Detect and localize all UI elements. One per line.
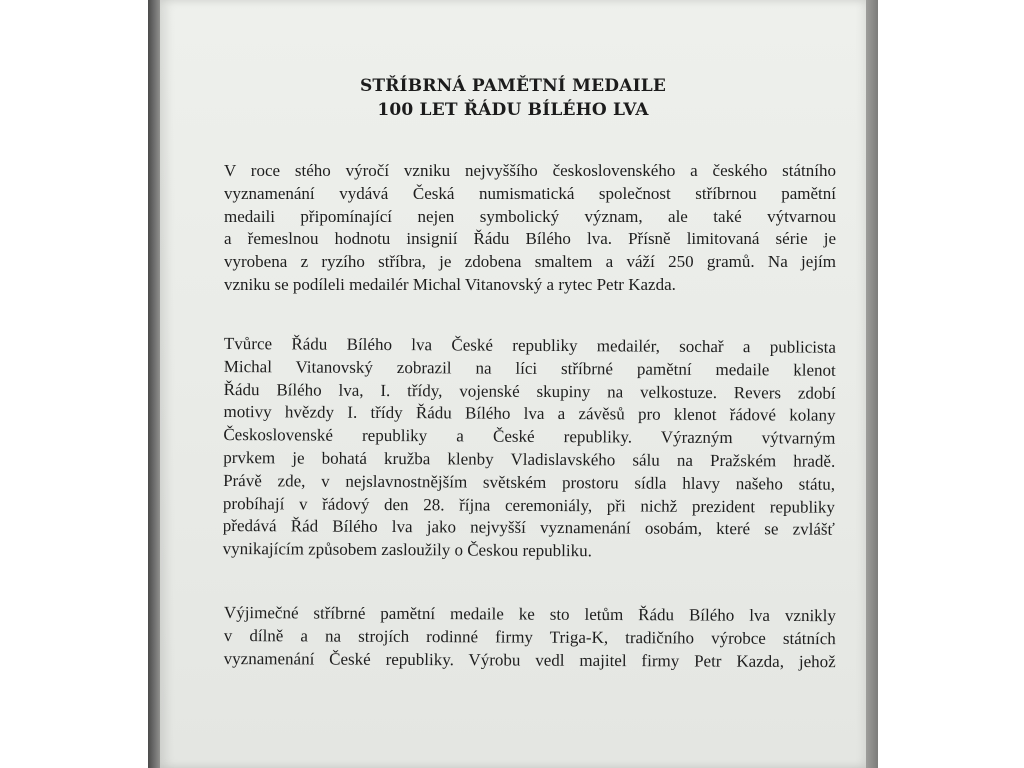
paragraph-line: vyrobena z ryzího stříbra, je zdobena smaltem a váží 250 gramů. Na jejím [224, 252, 836, 272]
paragraph-line: medaili připomínající nejen symbolický význam, ale také výtvarnou [224, 206, 836, 226]
paragraph-line: vyznamenání České republiky. Výrobu vedl majitel firmy Petr Kazda, jehož [223, 648, 836, 671]
document-title [160, 74, 866, 122]
paragraph-line: předává Řád Bílého lva jako nejvyšší vyznamenání osobám, které se zvlášť [222, 516, 835, 540]
paragraph-line: a řemeslnou hodnotu insignií Řádu Bílého lva. Přísně limitovaná série je [224, 229, 836, 249]
printed-card [160, 0, 866, 768]
paragraph-2 [223, 333, 836, 565]
paragraph-3 [224, 602, 836, 674]
paragraph-line: motivy hvězdy I. třídy Řádu Bílého lva a závěsů pro klenot řádové kolany [223, 402, 836, 426]
paragraph-line: vynikajícím způsobem zasloužily o Českou republiku. [222, 539, 592, 561]
paragraph-line: Řádu Bílého lva, I. třídy, vojenské skupiny na velkostuze. Revers zdobí [223, 379, 836, 403]
title-line-2: 100 LET ŘÁDU BÍLÉHO LVA [377, 100, 649, 120]
paragraph-line: Právě zde, v nejslavnostnějším světském prostoru sídla hlavy našeho státu, [223, 470, 836, 494]
paragraph-line: probíhají v řádový den 28. října ceremoniály, při nichž prezident republiky [222, 493, 836, 517]
paragraph-line: Výjimečné stříbrné pamětní medaile ke sto letům Řádu Bílého lva vznikly [223, 603, 836, 626]
paragraph-1 [224, 160, 836, 297]
paragraph-line: V roce stého výročí vzniku nejvyššího československého a českého státního [224, 161, 836, 180]
title-line-1: STŘÍBRNÁ PAMĚTNÍ MEDAILE [359, 76, 667, 96]
paragraph-line: Tvůrce Řádu Bílého lva České republiky medailér, sochař a publicista [223, 333, 836, 357]
paragraph-line: vzniku se podíleli medailér Michal Vitanovský a rytec Petr Kazda. [224, 274, 676, 294]
paragraph-line: vyznamenání vydává Česká numismatická společnost stříbrnou pamětní [224, 183, 836, 203]
paragraph-line: prvkem je bohatá kružba klenby Vladislavského sálu na Pražském hradě. [223, 447, 836, 471]
paragraph-line: v dílně a na strojích rodinné firmy Triga-K, tradičního výrobce státních [223, 625, 836, 649]
paragraph-line: Michal Vitanovský zobrazil na líci stříbrné pamětní medaile klenot [223, 356, 836, 380]
paragraph-line: Československé republiky a České republiky. Výrazným výtvarným [223, 425, 836, 448]
